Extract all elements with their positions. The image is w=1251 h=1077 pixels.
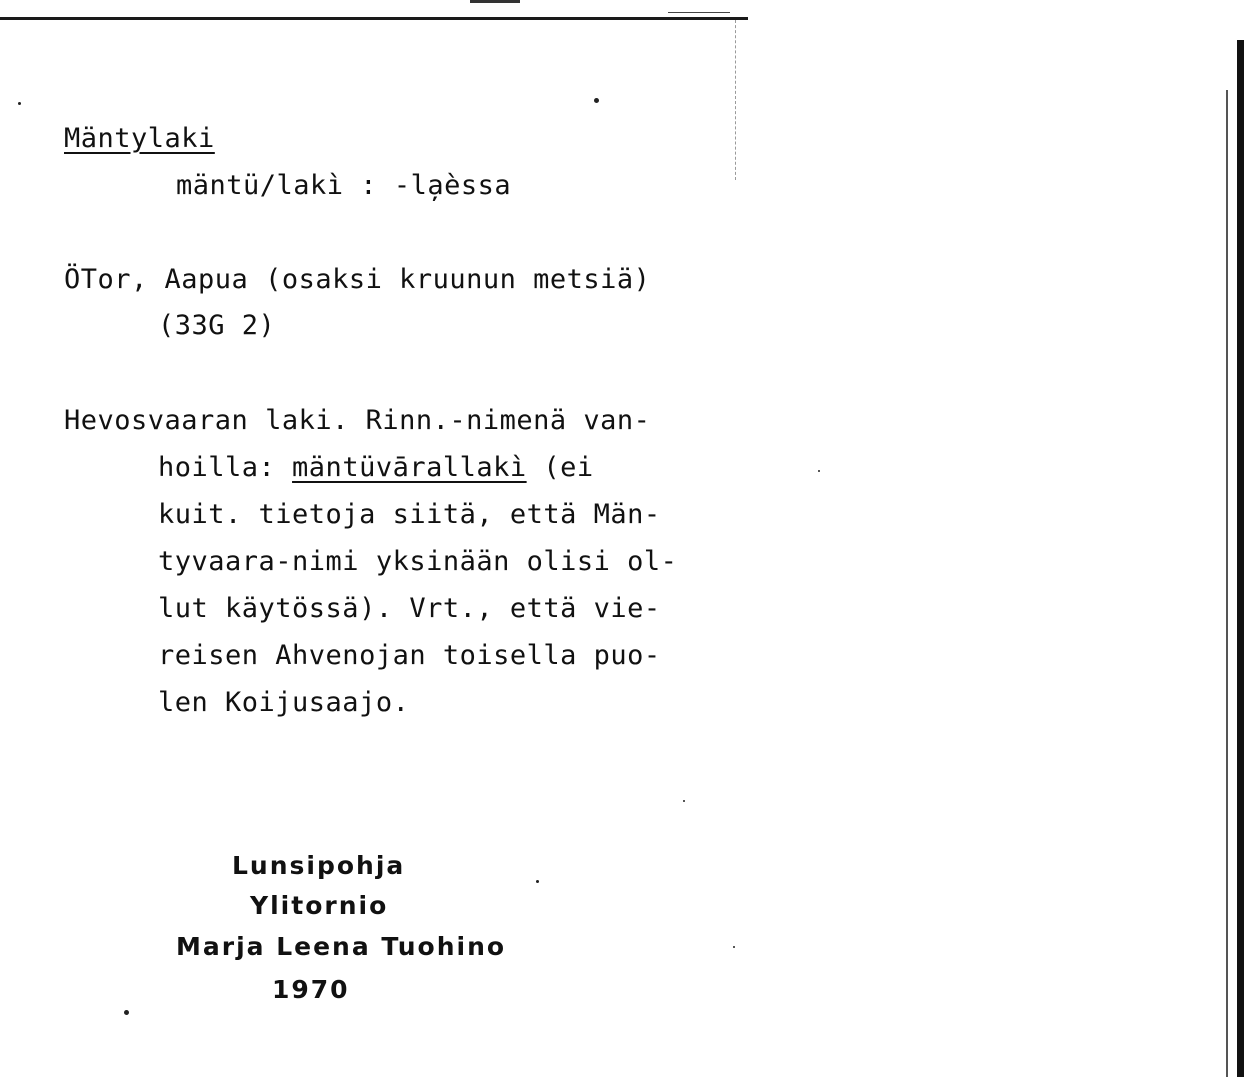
speck <box>124 1010 129 1015</box>
top-edge-short-rule <box>668 12 730 13</box>
location-line: ÖTor, Aapua (osaksi kruunun metsiä) <box>64 264 651 295</box>
collector-stamp: Marja Leena Tuohino <box>176 932 507 961</box>
description-line <box>158 444 594 491</box>
description-line: kuit. tietoja siitä, että Män- <box>158 499 661 530</box>
year-stamp: 1970 <box>272 975 350 1004</box>
map-reference: (33G 2) <box>158 310 276 341</box>
scan-border <box>1237 40 1244 1077</box>
variant-name: mäntüvārallakì <box>292 452 527 483</box>
scan-border-thin <box>1226 90 1228 1077</box>
speck <box>733 946 735 948</box>
description-suffix: (ei <box>526 452 594 483</box>
region-stamp: Lunsipohja <box>232 851 406 880</box>
speck <box>818 470 820 472</box>
description-line: lut käytössä). Vrt., että vie- <box>158 593 661 624</box>
speck <box>536 880 539 883</box>
parish-stamp: Ylitornio <box>250 891 389 920</box>
top-edge-rule <box>0 17 748 20</box>
description-line: reisen Ahvenojan toisella puo- <box>158 640 661 671</box>
description-prefix: hoilla: <box>158 452 293 483</box>
card-right-edge <box>735 20 736 180</box>
description-line: len Koijusaajo. <box>158 687 410 718</box>
description-line: tyvaara-nimi yksinään olisi ol- <box>158 546 678 577</box>
description-line: Hevosvaaran laki. Rinn.-nimenä van- <box>64 405 651 436</box>
speck <box>683 800 685 802</box>
speck <box>594 98 599 103</box>
top-edge-mark <box>470 0 520 3</box>
entry-title: Mäntylaki <box>64 123 215 154</box>
speck <box>18 102 21 105</box>
pronunciation: mäntü/lakì : -la̦èssa <box>176 170 512 201</box>
